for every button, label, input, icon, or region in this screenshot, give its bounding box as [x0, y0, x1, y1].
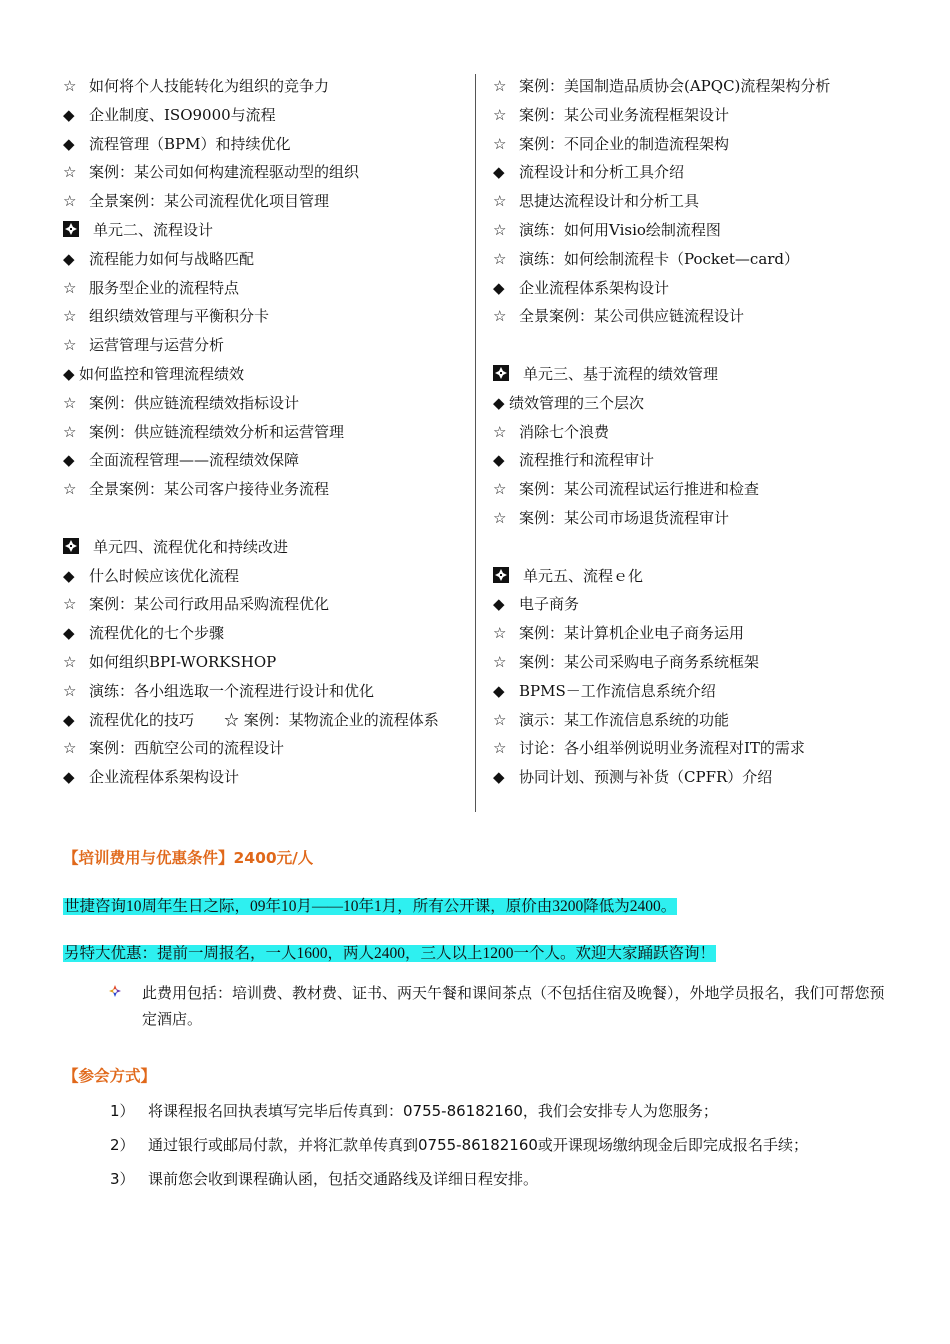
diamond-bullet-icon: ◆: [63, 768, 75, 787]
diamond-bullet-icon: ◆: [493, 595, 505, 614]
outline-item-text: 全面流程管理——流程绩效保障: [89, 451, 300, 470]
outline-item: [63, 734, 463, 763]
outline-item-text: 全景案例：某公司流程优化项目管理: [89, 192, 330, 211]
outline-item: [63, 763, 463, 792]
outline-item: [493, 475, 883, 504]
outline-item: [493, 648, 883, 677]
outline-item-text: 全景案例：某公司客户接待业务流程: [89, 480, 330, 499]
star-bullet-icon: ☆: [493, 508, 507, 527]
outline-item: [493, 706, 883, 735]
star-bullet-icon: ☆: [493, 739, 507, 758]
diamond-bullet-icon: ◆: [63, 249, 75, 268]
blank-line: [63, 504, 463, 533]
star-bullet-icon: ☆: [63, 163, 77, 182]
star-bullet-icon: ☆: [493, 134, 507, 153]
diamond-bullet-icon: ◆: [63, 451, 75, 470]
course-outline: [63, 72, 883, 812]
join-step: 2） 通过银行或邮局付款，并将汇款单传真到0755-86182160或开课现场缴纳现金后即完成报名手续；: [110, 1136, 808, 1154]
diamond-bullet-icon: ◆: [493, 768, 505, 787]
join-step: 1） 将课程报名回执表填写完毕后传真到：0755-86182160，我们会安排专人为您服务；: [110, 1102, 718, 1120]
outline-item: [63, 446, 463, 475]
star-bullet-icon: ☆: [493, 307, 507, 326]
outline-item-text: 流程能力如何与战略匹配: [89, 249, 255, 268]
star-bullet-icon: ☆: [63, 595, 77, 614]
star-bullet-icon: ☆: [493, 220, 507, 239]
star-bullet-icon: ☆: [63, 739, 77, 758]
outline-item-text: 如何将个人技能转化为组织的竞争力: [89, 77, 330, 95]
unit-heading: [63, 216, 463, 245]
outline-item-text: 消除七个浪费: [519, 422, 610, 441]
outline-item-text: 电子商务: [519, 595, 580, 614]
outline-item: [493, 446, 883, 475]
outline-item: [493, 216, 883, 245]
outline-item: [493, 245, 883, 274]
diamond-bullet-icon: ◆: [63, 624, 75, 643]
star-bullet-icon: ☆: [493, 192, 507, 211]
fee-note: [108, 980, 898, 1032]
star-bullet-icon: ☆: [493, 710, 507, 729]
outline-item-text: 演练：各小组选取一个流程进行设计和优化: [89, 681, 375, 700]
star-bullet-icon: ☆: [63, 393, 77, 412]
unit-heading: [493, 562, 883, 591]
outline-item-text: 案例：不同企业的制造流程架构: [519, 134, 730, 153]
outline-item-text: 协同计划、预测与补货（CPFR）介绍: [519, 768, 773, 787]
join-title: 【参会方式】: [63, 1067, 157, 1085]
outline-item: [493, 302, 883, 331]
diamond-bullet-icon: ◆: [63, 105, 75, 124]
star-bullet-icon: ☆: [493, 652, 507, 671]
diamond-bullet-icon: ◆: [493, 163, 505, 182]
blank-line: [493, 533, 883, 562]
diamond-bullet-icon: ◆: [63, 364, 75, 383]
star-bullet-icon: ☆: [493, 422, 507, 441]
outline-item: [63, 562, 463, 591]
outline-item: [493, 389, 883, 418]
unit-heading-text: 单元二、流程设计: [93, 220, 214, 239]
outline-item-text: 流程设计和分析工具介绍: [519, 163, 685, 182]
outline-item: [63, 619, 463, 648]
star-bullet-icon: ☆: [63, 681, 77, 700]
fee-note-text: 此费用包括：培训费、教材费、证书、两天午餐和课间茶点（不包括住宿及晚餐），外地学员报名，我们可帮您预定酒店。: [142, 984, 885, 1028]
outline-item-text: 案例：某公司业务流程框架设计: [519, 105, 730, 124]
star-bullet-icon: ☆: [63, 192, 77, 211]
star-bullet-icon: ☆: [63, 336, 77, 355]
outline-item-text: 演示：某工作流信息系统的功能: [519, 710, 730, 729]
outline-item-text: 思捷达流程设计和分析工具: [519, 192, 700, 211]
star-bullet-icon: ☆: [493, 249, 507, 268]
outline-item-text: 案例：美国制造品质协会(APQC)流程架构分析: [519, 77, 831, 95]
outline-item: [63, 274, 463, 303]
outline-item-text: BPMS－工作流信息系统介绍: [519, 681, 716, 700]
diamond-bullet-icon: ◆: [493, 451, 505, 470]
outline-item-text: 全景案例：某公司供应链流程设计: [519, 307, 745, 326]
unit-heading-text: 单元三、基于流程的绩效管理: [523, 364, 719, 383]
outline-item: [493, 274, 883, 303]
outline-item: [493, 504, 883, 533]
star-bullet-icon: ☆: [63, 77, 77, 95]
diamond-bullet-icon: ◆: [493, 681, 505, 700]
outline-item-text: 如何监控和管理流程绩效: [79, 364, 245, 383]
outline-item-text: 流程优化的技巧 ☆ 案例：某物流企业的流程体系: [89, 710, 439, 729]
outline-item-text: 案例：某计算机企业电子商务运用: [519, 624, 745, 643]
join-step: 3） 课前您会收到课程确认函，包括交通路线及详细日程安排。: [110, 1170, 539, 1188]
unit-heading: [63, 533, 463, 562]
diamond-bullet-icon: ◆: [493, 393, 505, 412]
outline-item: [63, 72, 463, 101]
outline-item: [63, 158, 463, 187]
outline-item-text: 案例：西航空公司的流程设计: [89, 739, 285, 758]
diamond-bullet-icon: ◆: [63, 566, 75, 585]
diamond-bullet-icon: ◆: [63, 710, 75, 729]
star-bullet-icon: ☆: [493, 480, 507, 499]
outline-item: [63, 706, 463, 735]
outline-item-text: 演练：如何绘制流程卡（Pocket—card）: [519, 249, 800, 268]
outline-right-column: [493, 72, 883, 792]
outline-item-text: 企业流程体系架构设计: [519, 278, 670, 297]
column-divider: [475, 74, 476, 812]
outline-item: [63, 302, 463, 331]
promo-line-2: 另特大优惠：提前一周报名，一人1600，两人2400，三人以上1200一个人。欢迎大家踊跃咨询！: [64, 945, 716, 962]
blank-line: [493, 331, 883, 360]
outline-item-text: 运营管理与运营分析: [89, 336, 225, 355]
unit-heading: [493, 360, 883, 389]
outline-item-text: 案例：某公司市场退货流程审计: [519, 508, 730, 527]
unit-marker-icon: [493, 567, 509, 583]
outline-item-text: 企业流程体系架构设计: [89, 768, 240, 787]
unit-heading-text: 单元五、流程ｅ化: [523, 566, 644, 585]
promo-line-1: 世捷咨询10周年生日之际，09年10月——10年1月，所有公开课，原价由3200降低为2400。: [64, 898, 677, 915]
outline-item-text: 演练：如何用Visio绘制流程图: [519, 220, 721, 239]
outline-item-text: 讨论：各小组举例说明业务流程对IT的需求: [519, 739, 805, 758]
star-bullet-icon: ☆: [63, 278, 77, 297]
unit-marker-icon: [63, 221, 79, 237]
outline-item-text: 案例：供应链流程绩效分析和运营管理: [89, 422, 345, 441]
outline-item: [63, 648, 463, 677]
outline-item: [493, 187, 883, 216]
outline-item-text: 流程管理（BPM）和持续优化: [89, 134, 291, 153]
star-bullet-icon: ☆: [493, 624, 507, 643]
star-bullet-icon: ☆: [63, 422, 77, 441]
outline-item: [63, 389, 463, 418]
diamond-bullet-icon: ◆: [493, 278, 505, 297]
outline-item-text: 案例：某公司如何构建流程驱动型的组织: [89, 163, 360, 182]
outline-item: [63, 475, 463, 504]
star-bullet-icon: ☆: [63, 307, 77, 326]
outline-item: [63, 418, 463, 447]
outline-item: [63, 590, 463, 619]
outline-item-text: 案例：某公司流程试运行推进和检查: [519, 480, 760, 499]
outline-item-text: 绩效管理的三个层次: [509, 393, 645, 412]
outline-item-text: 如何组织BPI-WORKSHOP: [89, 652, 277, 671]
outline-item: [493, 677, 883, 706]
outline-item: [493, 418, 883, 447]
outline-item: [63, 101, 463, 130]
outline-item-text: 案例：供应链流程绩效指标设计: [89, 393, 300, 412]
outline-item-text: 组织绩效管理与平衡积分卡: [89, 307, 270, 326]
unit-marker-icon: [63, 538, 79, 554]
outline-item: [493, 72, 883, 101]
unit-heading-text: 单元四、流程优化和持续改进: [93, 537, 289, 556]
outline-item: [63, 331, 463, 360]
bullet-arrow-icon: [108, 984, 122, 998]
outline-item: [63, 677, 463, 706]
star-bullet-icon: ☆: [63, 480, 77, 499]
outline-item: [493, 130, 883, 159]
outline-item-text: 流程推行和流程审计: [519, 451, 655, 470]
outline-item: [493, 101, 883, 130]
outline-left-column: [63, 72, 463, 792]
outline-item: [493, 619, 883, 648]
outline-item: [63, 245, 463, 274]
outline-item: [63, 187, 463, 216]
outline-item-text: 流程优化的七个步骤: [89, 624, 225, 643]
star-bullet-icon: ☆: [493, 105, 507, 124]
unit-marker-icon: [493, 365, 509, 381]
outline-item: [493, 158, 883, 187]
star-bullet-icon: ☆: [63, 652, 77, 671]
outline-item: [63, 360, 463, 389]
outline-item: [63, 130, 463, 159]
outline-item: [493, 590, 883, 619]
diamond-bullet-icon: ◆: [63, 134, 75, 153]
fee-title: 【培训费用与优惠条件】2400元/人: [63, 849, 314, 867]
outline-item-text: 企业制度、ISO9000与流程: [89, 105, 276, 124]
outline-item: [493, 763, 883, 792]
outline-item-text: 案例：某公司采购电子商务系统框架: [519, 652, 760, 671]
outline-item-text: 服务型企业的流程特点: [89, 278, 240, 297]
outline-item-text: 案例：某公司行政用品采购流程优化: [89, 595, 330, 614]
star-bullet-icon: ☆: [493, 77, 507, 95]
outline-item: [493, 734, 883, 763]
outline-item-text: 什么时候应该优化流程: [89, 566, 240, 585]
